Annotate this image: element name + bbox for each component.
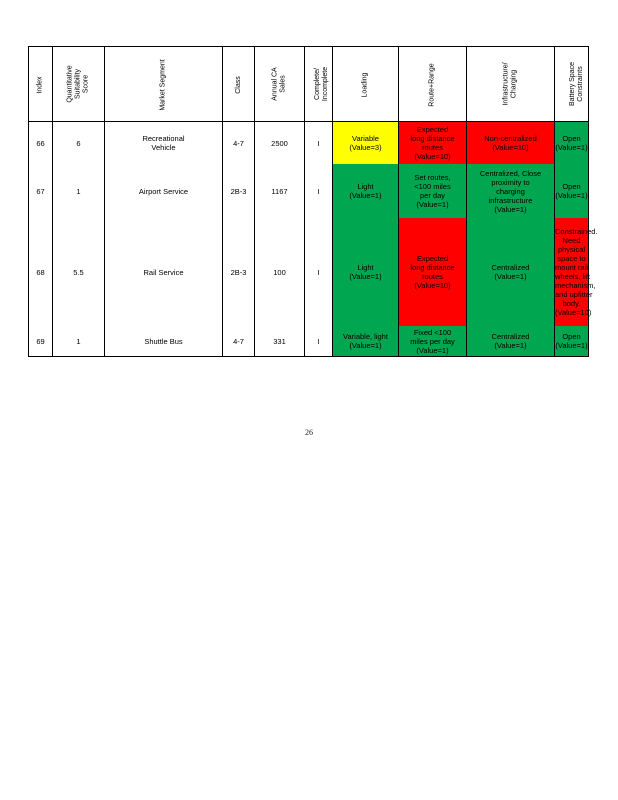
table-row — [29, 218, 589, 326]
segment-cell: Shuttle Bus — [105, 326, 223, 357]
header-row — [29, 47, 589, 122]
loading-cell: Light (Value=1) — [333, 218, 399, 326]
header-battery: Battery Space Constraints — [555, 47, 589, 122]
score-cell: 6 — [53, 122, 105, 165]
header-score: Quantitative Suitability Score — [53, 47, 105, 122]
loading-cell: Variable, light (Value=1) — [333, 326, 399, 357]
header-class: Class — [223, 47, 255, 122]
score-cell: 1 — [53, 164, 105, 218]
header-loading: Loading — [333, 47, 399, 122]
infra-cell: Centralized, Close proximity to charging infrastructure (Value=1) — [467, 164, 555, 218]
segment-cell: Airport Service — [105, 164, 223, 218]
class-cell: 2B-3 — [223, 164, 255, 218]
header-complete: Complete/ Incomplete — [305, 47, 333, 122]
header-route: Route+Range — [399, 47, 467, 122]
sales-cell: 331 — [255, 326, 305, 357]
header-segment: Market Segment — [105, 47, 223, 122]
class-cell: 4-7 — [223, 326, 255, 357]
complete-cell: I — [305, 218, 333, 326]
header-index: Index — [29, 47, 53, 122]
table-row — [29, 326, 589, 357]
index-cell: 68 — [29, 218, 53, 326]
sales-cell: 100 — [255, 218, 305, 326]
score-cell: 5.5 — [53, 218, 105, 326]
segment-cell: Recreational Vehicle — [105, 122, 223, 165]
index-cell: 69 — [29, 326, 53, 357]
segment-cell: Rail Service — [105, 218, 223, 326]
sales-cell: 2500 — [255, 122, 305, 165]
infra-cell: Centralized (Value=1) — [467, 218, 555, 326]
header-infra: Infrastructure/ Charging — [467, 47, 555, 122]
class-cell: 2B-3 — [223, 218, 255, 326]
route-cell: Fixed <100 miles per day (Value=1) — [399, 326, 467, 357]
segment-table — [28, 46, 598, 357]
battery-cell: Open (Value=1) — [555, 326, 589, 357]
page-number: 26 — [305, 428, 313, 437]
battery-cell: Open (Value=1) — [555, 122, 589, 165]
class-cell: 4-7 — [223, 122, 255, 165]
table-row — [29, 122, 589, 165]
route-cell: Expected long distance routes (Value=10) — [399, 218, 467, 326]
infra-cell: Non-centralized (Value=10) — [467, 122, 555, 165]
complete-cell: I — [305, 326, 333, 357]
index-cell: 67 — [29, 164, 53, 218]
complete-cell: I — [305, 164, 333, 218]
loading-cell: Variable (Value=3) — [333, 122, 399, 165]
loading-cell: Light (Value=1) — [333, 164, 399, 218]
route-cell: Set routes, <100 miles per day (Value=1) — [399, 164, 467, 218]
route-cell: Expected long distance routes (Value=10) — [399, 122, 467, 165]
header-sales: Annual CA Sales — [255, 47, 305, 122]
sales-cell: 1167 — [255, 164, 305, 218]
index-cell: 66 — [29, 122, 53, 165]
infra-cell: Centralized (Value=1) — [467, 326, 555, 357]
score-cell: 1 — [53, 326, 105, 357]
table-row — [29, 164, 589, 218]
complete-cell: I — [305, 122, 333, 165]
battery-cell: Constrained. Need physical space to mount rail wheels, lift mechanism, and upfitter body. (Value=10) — [555, 218, 589, 326]
battery-cell: Open (Value=1) — [555, 164, 589, 218]
